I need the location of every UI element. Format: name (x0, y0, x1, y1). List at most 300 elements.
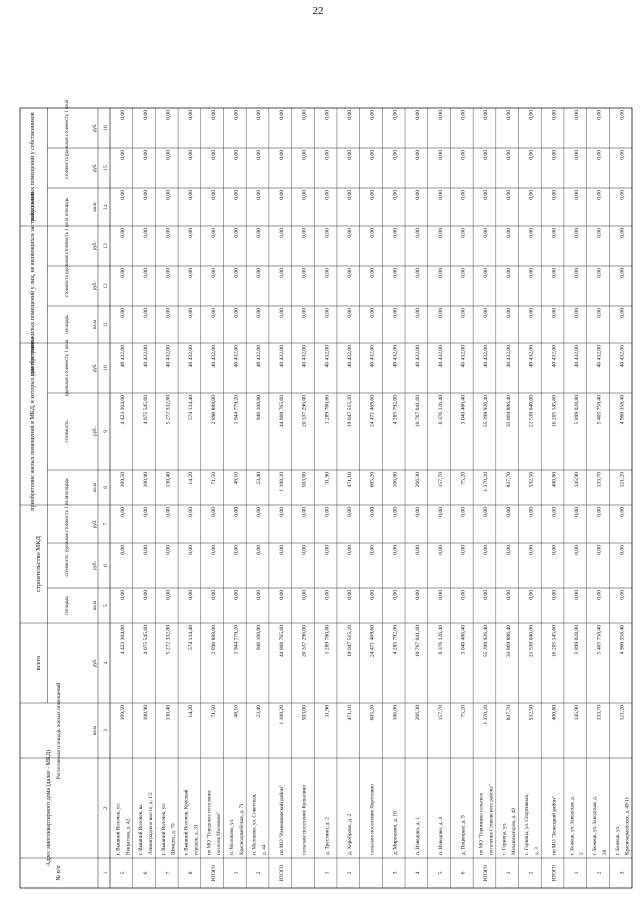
row-address-cont: д. 44 (261, 844, 268, 855)
row-c_area: 0,00 (505, 590, 512, 600)
row-k_unit: 0,00 (460, 110, 467, 120)
unit-c_area: кв.м (93, 600, 98, 611)
row-o_unit: 0,00 (551, 228, 558, 238)
row-o_area: 0,00 (596, 308, 603, 318)
row-c_cost: 0,00 (573, 545, 580, 555)
row-o_unit: 0,00 (528, 228, 535, 238)
row-k_area: 0,00 (392, 190, 399, 200)
row-total: 574 134,40 (188, 625, 195, 651)
row-p_cost: 5 405 758,40 (596, 395, 603, 425)
row-no: 1 (573, 871, 580, 875)
col-number-3: 3 (103, 729, 109, 732)
row-area: 133,70 (596, 705, 603, 721)
row-c_unit: 0,00 (120, 507, 127, 517)
row-c_cost: 0,00 (392, 545, 399, 555)
col-number-2: 2 (103, 806, 109, 810)
row-c_area: 0,00 (619, 590, 626, 600)
row-c_cost: 0,00 (460, 545, 467, 555)
row-k_unit: 0,00 (256, 110, 263, 120)
row-k_cost: 0,00 (142, 150, 149, 160)
col-number-15: 15 (103, 165, 109, 171)
row-area: 23,40 (256, 705, 263, 718)
row-address: по МО "Городское поселение (206, 790, 213, 855)
header-no: № п/п (56, 865, 62, 881)
unit-k_area: кв.м (93, 202, 98, 212)
row-total: 55 399 926,40 (483, 625, 490, 658)
row-p_unit: 40 432,00 (233, 345, 240, 368)
row-o_cost: 0,00 (505, 268, 512, 278)
row-o_cost: 0,00 (551, 268, 558, 278)
row-c_cost: 0,00 (415, 545, 422, 555)
row-c_area: 0,00 (460, 590, 467, 600)
row-p_unit: 40 432,00 (437, 345, 444, 368)
row-c_area: 0,00 (483, 590, 490, 600)
row-p_unit: 40 432,00 (573, 345, 580, 368)
row-p_unit: 40 432,00 (347, 345, 354, 368)
row-c_unit: 0,00 (188, 507, 195, 517)
row-k_unit: 0,00 (619, 110, 626, 120)
row-o_unit: 0,00 (596, 228, 603, 238)
col-number-7: 7 (103, 522, 109, 526)
row-total: 5 405 758,40 (596, 625, 603, 655)
row-c_area: 0,00 (528, 590, 535, 600)
row-no: 2 (256, 871, 263, 875)
row-c_unit: 0,00 (573, 507, 580, 517)
row-o_unit: 0,00 (392, 228, 399, 238)
row-address: г. Бежецк, ул. (614, 825, 621, 855)
row-c_cost: 0,00 (210, 545, 217, 555)
row-k_area: 0,00 (301, 190, 308, 200)
row-address: по МО "Рамешковский район" (278, 785, 285, 855)
row-p_area: 31,90 (324, 472, 331, 485)
row-o_area: 0,00 (619, 308, 626, 318)
row-c_cost: 0,00 (619, 545, 626, 555)
row-no: ИТОГО (484, 864, 490, 882)
row-area: 503,00 (301, 705, 308, 721)
row-c_unit: 0,00 (369, 507, 376, 517)
row-c_cost: 0,00 (165, 545, 172, 555)
row-area: 1 370,20 (483, 705, 490, 725)
row-k_unit: 0,00 (369, 110, 376, 120)
row-k_unit: 0,00 (233, 110, 240, 120)
row-p_area: 106,00 (392, 472, 399, 488)
unit-k_unit: руб. (93, 123, 98, 133)
row-o_area: 0,00 (347, 308, 354, 318)
row-k_area: 0,00 (437, 190, 444, 200)
unit-c_cost: руб. (93, 561, 98, 570)
row-c_cost: 0,00 (120, 545, 127, 555)
row-c_unit: 0,00 (505, 507, 512, 517)
row-no: 6 (460, 871, 467, 875)
col-number-14: 14 (103, 204, 109, 210)
row-k_unit: 0,00 (483, 110, 490, 120)
row-c_area: 0,00 (142, 590, 149, 600)
row-no: 4 (415, 871, 422, 875)
row-o_area: 0,00 (142, 308, 149, 318)
row-no: 8 (188, 871, 195, 875)
row-address: г. Вышний Волочек, Красный (183, 789, 190, 855)
row-no: 1 (324, 871, 331, 875)
row-o_cost: 0,00 (392, 268, 399, 278)
row-address: п. Изведово, д. 1 (415, 817, 422, 855)
row-k_area: 0,00 (278, 190, 285, 200)
row-k_cost: 0,00 (392, 150, 399, 160)
row-k_cost: 0,00 (256, 150, 263, 160)
col-number-6: 6 (103, 564, 109, 567)
unit-total: руб. (93, 658, 98, 668)
row-o_area: 0,00 (483, 308, 490, 318)
row-address-cont: 2 (579, 852, 586, 855)
header-purchase-new: приобретение жилых помещений в МКД, в которых уже построены (30, 337, 36, 511)
row-k_unit: 0,00 (415, 110, 422, 120)
row-total: 16 205 145,60 (551, 625, 558, 658)
row-c_unit: 0,00 (415, 507, 422, 517)
row-p_cost: 10 767 041,60 (415, 395, 422, 428)
row-p_unit: 40 432,00 (505, 345, 512, 368)
unit-c_unit: руб. (93, 519, 98, 529)
row-c_unit: 0,00 (256, 507, 263, 517)
row-no: 7 (165, 871, 172, 875)
row-c_unit: 0,00 (278, 507, 285, 517)
row-k_unit: 0,00 (165, 110, 172, 120)
row-k_unit: 0,00 (324, 110, 331, 120)
row-p_unit: 40 432,00 (120, 345, 127, 368)
row-area: 31,90 (324, 705, 331, 718)
row-p_cost: 3 040 486,40 (460, 395, 467, 425)
row-c_cost: 0,00 (188, 545, 195, 555)
row-address-cont: поселок Молоково" (216, 811, 223, 855)
row-area: 532,50 (528, 705, 535, 721)
row-o_area: 0,00 (165, 308, 172, 318)
row-p_unit: 40 432,00 (392, 345, 399, 368)
row-k_unit: 0,00 (551, 110, 558, 120)
subheader-p_cost: стоимость (65, 420, 70, 443)
row-k_area: 0,00 (596, 190, 603, 200)
row-total: 4 075 545,60 (142, 625, 149, 655)
row-total: 946 108,80 (256, 625, 263, 651)
header-purchase-old: приобретение жилых помещений у лиц, не являющихся застройщиками (30, 191, 36, 377)
row-p_area: 130,40 (165, 472, 172, 488)
row-c_area: 0,00 (301, 590, 308, 600)
row-o_area: 0,00 (301, 308, 308, 318)
row-o_area: 0,00 (392, 308, 399, 318)
row-address: д. Поцепрые, д. 9 (460, 815, 467, 855)
row-address-cont: Красноармейская, д. 49/11 (624, 796, 631, 855)
row-o_unit: 0,00 (233, 228, 240, 238)
row-k_cost: 0,00 (551, 150, 558, 160)
row-o_cost: 0,00 (210, 268, 217, 278)
unit-p_unit: руб. (93, 363, 98, 373)
row-p_area: 109,50 (120, 472, 127, 488)
row-p_cost: 33 869 886,40 (505, 395, 512, 428)
row-area: 121,20 (619, 705, 626, 721)
row-p_area: 1 108,20 (278, 472, 285, 492)
row-k_area: 0,00 (460, 190, 467, 200)
col-number-11: 11 (103, 321, 109, 328)
row-address: г. Вышний Волочек, ул. (115, 802, 122, 855)
row-c_area: 0,00 (347, 590, 354, 600)
row-p_unit: 40 432,00 (278, 345, 285, 368)
row-k_area: 0,00 (415, 190, 422, 200)
row-c_unit: 0,00 (165, 507, 172, 517)
row-address-cont: Некрасова, д. 42 (125, 818, 132, 855)
row-k_cost: 0,00 (324, 150, 331, 160)
row-o_cost: 0,00 (483, 268, 490, 278)
row-no: 6 (142, 871, 149, 875)
row-k_cost: 0,00 (505, 150, 512, 160)
row-address: с. Горница, ул. Спортивная, (524, 793, 531, 855)
row-c_unit: 0,00 (142, 507, 149, 517)
row-o_area: 0,00 (188, 308, 195, 318)
unit-k_cost: руб. (93, 163, 98, 173)
row-k_cost: 0,00 (165, 150, 172, 160)
row-total: 19 047 515,20 (347, 625, 354, 658)
header-construction: строительство МКД (35, 536, 42, 592)
row-address-cont: Ленинградское шоссе, д. 1/2 (147, 792, 154, 855)
row-p_cost: 55 399 926,40 (483, 395, 490, 428)
row-p_cost: 5 899 028,80 (573, 395, 580, 425)
row-c_area: 0,00 (369, 590, 376, 600)
row-c_cost: 0,00 (369, 545, 376, 555)
row-o_cost: 0,00 (233, 268, 240, 278)
row-no: 1 (233, 871, 240, 875)
row-p_area: 133,70 (596, 472, 603, 488)
row-k_area: 0,00 (233, 190, 240, 200)
row-k_cost: 0,00 (347, 150, 354, 160)
row-o_cost: 0,00 (324, 268, 331, 278)
row-p_unit: 40 432,00 (619, 345, 626, 368)
row-c_unit: 0,00 (301, 507, 308, 517)
unit-o_cost: руб. (93, 281, 98, 291)
row-o_unit: 0,00 (573, 228, 580, 238)
row-total: 2 890 888,00 (210, 625, 217, 655)
row-c_unit: 0,00 (233, 507, 240, 517)
row-address: г. Бежецк, ул. Заводская, д. (592, 795, 599, 855)
row-o_cost: 0,00 (142, 268, 149, 278)
row-o_area: 0,00 (120, 308, 127, 318)
row-k_cost: 0,00 (437, 150, 444, 160)
row-o_area: 0,00 (415, 308, 422, 318)
row-address-cont: 28 (601, 849, 608, 855)
row-o_area: 0,00 (528, 308, 535, 318)
row-no: 1 (505, 871, 512, 875)
row-c_cost: 0,00 (596, 545, 603, 555)
row-address: п. Молоково, ул. (229, 818, 236, 855)
row-c_unit: 0,00 (210, 507, 217, 517)
row-k_unit: 0,00 (573, 110, 580, 120)
unit-o_area: кв.м (93, 319, 98, 330)
subheader-c_unit: удельная стоимость 1 кв.м (65, 495, 70, 553)
row-k_area: 0,00 (188, 190, 195, 200)
subheader-o_cost: стоимость (65, 275, 70, 297)
row-c_unit: 0,00 (619, 507, 626, 517)
subheader-p_area: площадь (65, 478, 70, 497)
row-k_cost: 0,00 (188, 150, 195, 160)
row-p_area: 1 370,20 (483, 472, 490, 492)
subheader-k_unit: удельная стоимость 1 кв.м (65, 99, 70, 157)
row-c_area: 0,00 (437, 590, 444, 600)
row-p_unit: 40 432,00 (369, 345, 376, 368)
row-o_unit: 0,00 (188, 228, 195, 238)
row-k_area: 0,00 (210, 190, 217, 200)
row-o_unit: 0,00 (301, 228, 308, 238)
row-p_cost: 4 075 545,60 (142, 395, 149, 425)
row-k_area: 0,00 (165, 190, 172, 200)
row-p_unit: 40 432,00 (528, 345, 535, 368)
row-p_area: 75,20 (460, 472, 467, 485)
row-o_unit: 0,00 (415, 228, 422, 238)
row-p_unit: 40 432,00 (596, 345, 603, 368)
row-k_unit: 0,00 (505, 110, 512, 120)
subheader-c_area: площадь (65, 596, 70, 615)
row-k_cost: 0,00 (233, 150, 240, 160)
row-p_area: 532,50 (528, 472, 535, 488)
row-address-cont: городок, д. 33 (193, 824, 200, 855)
row-total: 24 471 469,60 (369, 625, 376, 658)
row-address: д. Трестино, д. 2 (324, 817, 331, 855)
row-o_cost: 0,00 (120, 268, 127, 278)
row-no: 2 (528, 871, 535, 875)
row-address: по МО "Горницкое сельское (478, 792, 485, 855)
table-frame (20, 108, 632, 888)
row-p_unit: 40 432,00 (415, 345, 422, 368)
row-address: с. Горница, ул. (501, 822, 508, 855)
row-c_area: 0,00 (233, 590, 240, 600)
row-total: 1 289 780,80 (324, 625, 331, 655)
table-body (20, 99, 632, 888)
unit-o_unit: руб. (93, 241, 98, 251)
row-area: 471,10 (347, 705, 354, 721)
row-k_unit: 0,00 (596, 110, 603, 120)
row-k_unit: 0,00 (210, 110, 217, 120)
row-p_cost: 2 890 888,00 (210, 395, 217, 425)
col-number-1: 1 (103, 871, 109, 875)
row-p_cost: 16 205 145,60 (551, 395, 558, 428)
row-p_unit: 40 432,00 (324, 345, 331, 368)
row-p_area: 503,00 (301, 472, 308, 488)
row-p_unit: 40 432,00 (256, 345, 263, 368)
row-c_area: 0,00 (278, 590, 285, 600)
row-k_area: 0,00 (369, 190, 376, 200)
row-no: ИТОГО (552, 864, 558, 882)
row-k_unit: 0,00 (188, 110, 195, 120)
row-p_unit: 40 432,00 (460, 345, 467, 368)
row-area: 106,00 (392, 705, 399, 721)
row-p_cost: 19 047 515,20 (347, 395, 354, 428)
row-o_area: 0,00 (369, 308, 376, 318)
row-area: 157,70 (437, 705, 444, 721)
col-number-4: 4 (103, 661, 109, 665)
row-o_area: 0,00 (573, 308, 580, 318)
row-p_area: 71,50 (210, 472, 217, 485)
row-k_cost: 0,00 (619, 150, 626, 160)
row-p_cost: 6 376 126,40 (437, 395, 444, 425)
row-p_unit: 40 432,00 (165, 345, 172, 368)
row-p_cost: 5 272 332,80 (165, 395, 172, 425)
row-o_cost: 0,00 (188, 268, 195, 278)
row-k_cost: 0,00 (278, 150, 285, 160)
row-total: 21 530 040,00 (528, 625, 535, 658)
row-c_area: 0,00 (256, 590, 263, 600)
subheader-k_area: площадь (65, 197, 70, 217)
row-o_cost: 0,00 (415, 268, 422, 278)
row-address: д. Мирошево, д. 16 (392, 811, 399, 855)
row-o_unit: 0,00 (256, 228, 263, 238)
subheader-o_area: площадь (65, 315, 70, 334)
row-no: 3 (392, 871, 399, 875)
row-k_area: 0,00 (619, 190, 626, 200)
row-k_cost: 0,00 (573, 150, 580, 160)
row-p_cost: 4 423 304,00 (120, 395, 127, 425)
row-c_cost: 0,00 (505, 545, 512, 555)
row-o_cost: 0,00 (165, 268, 172, 278)
row-o_cost: 0,00 (528, 268, 535, 278)
row-k_unit: 0,00 (392, 110, 399, 120)
row-c_cost: 0,00 (483, 545, 490, 555)
row-address: по МО "Бежецкий район" (551, 795, 558, 855)
row-total: 3 040 486,40 (460, 625, 467, 655)
row-no: 5 (437, 871, 444, 875)
row-c_area: 0,00 (210, 590, 217, 600)
row-o_area: 0,00 (460, 308, 467, 318)
row-area: 130,40 (165, 705, 172, 721)
row-c_unit: 0,00 (324, 507, 331, 517)
col-number-10: 10 (103, 365, 109, 371)
row-no: ИТОГО (211, 864, 217, 882)
row-o_area: 0,00 (551, 308, 558, 318)
row-p_area: 471,10 (347, 472, 354, 488)
row-o_area: 0,00 (505, 308, 512, 318)
row-area: 75,20 (460, 705, 467, 718)
row-c_area: 0,00 (596, 590, 603, 600)
row-o_unit: 0,00 (505, 228, 512, 238)
row-address-cont: д. 3 (533, 847, 540, 855)
row-address: сельское поселение Кушалино (301, 784, 308, 855)
row-k_area: 0,00 (142, 190, 149, 200)
row-total: 5 899 028,80 (573, 625, 580, 655)
subheader-c_cost: стоимость (65, 554, 70, 577)
row-p_area: 837,70 (505, 472, 512, 488)
row-p_area: 14,20 (188, 472, 195, 485)
row-area: 1 108,20 (278, 705, 285, 725)
row-o_cost: 0,00 (573, 268, 580, 278)
row-p_cost: 4 285 792,00 (392, 395, 399, 425)
row-k_cost: 0,00 (415, 150, 422, 160)
row-k_area: 0,00 (120, 190, 127, 200)
row-o_unit: 0,00 (347, 228, 354, 238)
row-c_area: 0,00 (324, 590, 331, 600)
row-o_unit: 0,00 (324, 228, 331, 238)
row-area: 266,30 (415, 705, 422, 721)
row-total: 20 337 296,00 (301, 625, 308, 658)
row-p_cost: 4 900 358,40 (619, 395, 626, 425)
row-c_unit: 0,00 (551, 507, 558, 517)
row-address: г. Бежецк, ул. Заводская, д. (569, 795, 576, 855)
subheader-o_unit: удельная стоимость 1 кв.м (65, 217, 70, 275)
row-p_cost: 44 808 765,60 (278, 395, 285, 428)
row-k_area: 0,00 (573, 190, 580, 200)
row-p_area: 48,10 (233, 472, 240, 485)
row-c_area: 0,00 (188, 590, 195, 600)
row-address: г. Вышний Волочек, ш. (138, 803, 145, 855)
row-c_unit: 0,00 (483, 507, 490, 517)
row-o_area: 0,00 (324, 308, 331, 318)
row-area: 605,20 (369, 705, 376, 721)
row-k_unit: 0,00 (347, 110, 354, 120)
row-area: 48,10 (233, 705, 240, 718)
row-c_area: 0,00 (551, 590, 558, 600)
row-address-cont: поселение Сонковского района" (488, 784, 495, 855)
